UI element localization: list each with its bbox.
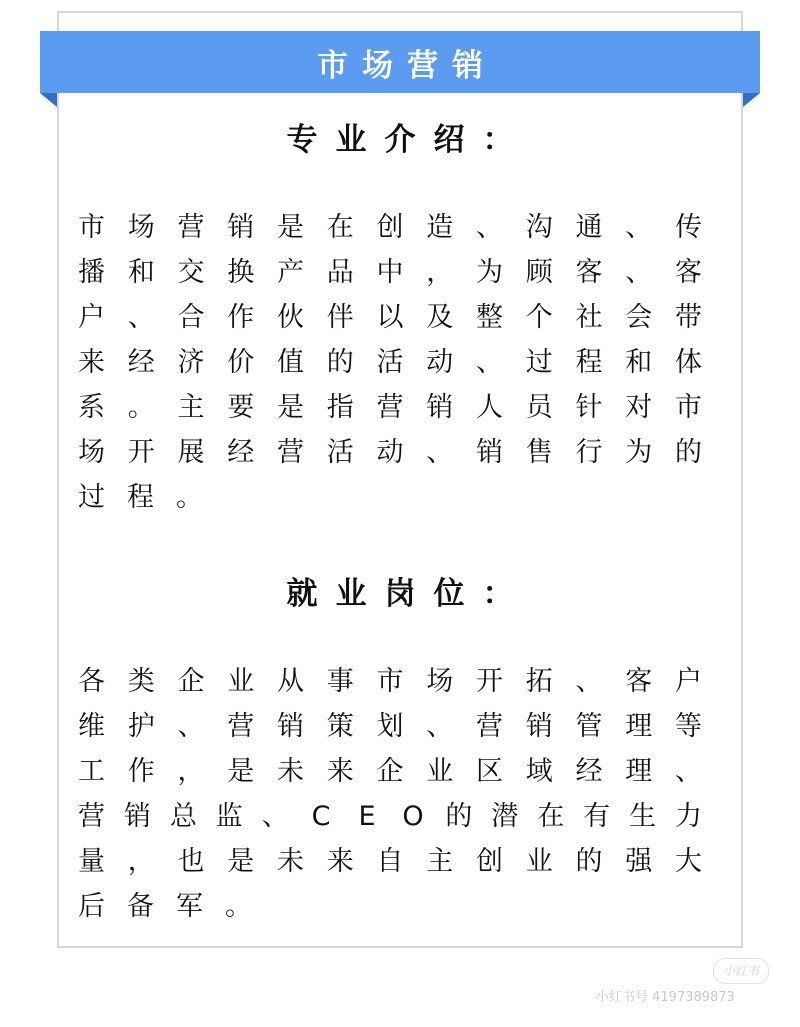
text-char: 、	[675, 756, 702, 787]
text-char: 程	[575, 347, 603, 378]
text-char: 理	[625, 756, 653, 787]
text-char: 来	[78, 347, 105, 378]
text-char: 量	[78, 846, 105, 877]
text-char: 针	[575, 392, 603, 423]
text-char: 客	[625, 666, 653, 697]
text-char: 主	[426, 846, 454, 877]
text-char: 整	[476, 302, 503, 333]
text-char: 生	[629, 801, 657, 832]
text-char: 体	[675, 347, 702, 378]
paragraph-line	[78, 794, 702, 839]
text-char: 中	[376, 257, 404, 288]
text-char: 创	[476, 846, 503, 877]
text-char: 交	[177, 257, 205, 288]
text-char: E	[358, 801, 376, 832]
text-char: 个	[525, 302, 553, 333]
text-char: 动	[376, 437, 404, 468]
text-char: 的	[575, 846, 603, 877]
text-char: 有	[583, 801, 611, 832]
paragraph-line	[78, 205, 702, 250]
text-char: 工	[78, 756, 105, 787]
section-heading-jobs: 就业岗位：	[286, 576, 532, 612]
text-char: 开	[127, 437, 155, 468]
text-char: 企	[376, 756, 404, 787]
text-char: 值	[277, 347, 304, 378]
paragraph-line	[78, 295, 702, 340]
text-char: 系	[78, 392, 105, 423]
text-char: 程	[127, 482, 154, 513]
text-char: 产	[277, 257, 304, 288]
text-char: 管	[575, 711, 603, 742]
paragraph-line	[78, 704, 702, 749]
text-char: 经	[127, 347, 155, 378]
text-char: 过	[78, 482, 105, 513]
paragraph-line	[78, 430, 702, 475]
text-char: 对	[625, 392, 653, 423]
watermark-logo: 小红书	[713, 958, 769, 984]
text-char: 作	[227, 302, 255, 333]
text-char: 价	[227, 347, 255, 378]
text-char: 从	[277, 666, 304, 697]
text-char: O	[402, 801, 424, 832]
text-char: 营	[376, 392, 404, 423]
text-char: 换	[227, 257, 255, 288]
text-char: 要	[227, 392, 255, 423]
text-char: 、	[127, 302, 155, 333]
text-char: 强	[625, 846, 653, 877]
text-char: 理	[625, 711, 653, 742]
paragraph-line	[78, 839, 702, 884]
text-char: 伙	[277, 302, 304, 333]
text-char: 开	[476, 666, 503, 697]
text-char: ，	[177, 756, 205, 787]
jobs-paragraph	[78, 659, 702, 929]
text-char: 营	[227, 711, 255, 742]
paragraph-line	[78, 385, 702, 430]
text-char: 等	[675, 711, 702, 742]
text-char: 护	[127, 711, 155, 742]
text-char: 。	[176, 482, 203, 513]
text-char: 传	[675, 212, 702, 243]
text-char: 过	[525, 347, 553, 378]
text-char: 维	[78, 711, 105, 742]
text-char: 济	[177, 347, 205, 378]
text-char: 未	[277, 846, 304, 877]
text-char: 场	[78, 437, 105, 468]
text-char: 活	[376, 347, 404, 378]
text-char: 场	[426, 666, 454, 697]
text-char: 销	[123, 801, 151, 832]
text-char: 合	[177, 302, 205, 333]
text-char: 会	[625, 302, 653, 333]
text-char: 顾	[525, 257, 553, 288]
text-char: 监	[215, 801, 243, 832]
text-char: 经	[575, 756, 603, 787]
text-char: ，	[426, 257, 454, 288]
text-char: 、	[625, 212, 653, 243]
text-char: 市	[78, 212, 105, 243]
text-char: 市	[675, 392, 702, 423]
text-char: 、	[177, 711, 205, 742]
text-char: 备	[127, 891, 154, 922]
text-char: 拓	[525, 666, 553, 697]
text-char: 客	[575, 257, 603, 288]
text-char: 潜	[491, 801, 519, 832]
text-char: 。	[127, 392, 155, 423]
text-char: 是	[277, 212, 304, 243]
text-char: 来	[326, 846, 354, 877]
text-char: 活	[326, 437, 354, 468]
text-char: 自	[376, 846, 404, 877]
text-char: 户	[78, 302, 105, 333]
text-char: 未	[277, 756, 304, 787]
text-char: 各	[78, 666, 105, 697]
text-char: 指	[326, 392, 354, 423]
text-char: 和	[127, 257, 155, 288]
text-char: 策	[326, 711, 354, 742]
text-char: 社	[575, 302, 603, 333]
text-char: 客	[675, 257, 702, 288]
text-char: 创	[376, 212, 404, 243]
text-char: 。	[225, 891, 252, 922]
paragraph-line	[78, 475, 702, 520]
title-banner	[40, 31, 760, 93]
text-char: 带	[675, 302, 702, 333]
text-char: 业	[525, 846, 553, 877]
text-char: 市	[376, 666, 404, 697]
text-char: 后	[78, 891, 105, 922]
text-char: 及	[426, 302, 454, 333]
text-char: 通	[575, 212, 603, 243]
text-char: 沟	[525, 212, 553, 243]
text-char: 销	[277, 711, 304, 742]
text-char: 、	[426, 437, 454, 468]
paragraph-line	[78, 340, 702, 385]
text-char: 是	[227, 846, 255, 877]
text-char: 、	[476, 212, 503, 243]
text-char: 展	[177, 437, 205, 468]
text-char: 总	[169, 801, 197, 832]
banner-fold-left	[40, 93, 57, 107]
text-char: 品	[326, 257, 354, 288]
text-char: ，	[127, 846, 155, 877]
text-char: 营	[177, 212, 205, 243]
text-char: 为	[625, 437, 653, 468]
text-char: 销	[426, 392, 454, 423]
text-char: 以	[376, 302, 404, 333]
section-heading-intro: 专业介绍：	[286, 122, 532, 158]
text-char: 人	[476, 392, 503, 423]
text-char: C	[311, 801, 331, 832]
text-char: 营	[476, 711, 503, 742]
text-char: 播	[78, 257, 105, 288]
paragraph-line	[78, 749, 702, 794]
text-char: 业	[426, 756, 454, 787]
intro-paragraph	[78, 205, 702, 520]
text-char: 销	[525, 711, 553, 742]
text-char: 、	[625, 257, 653, 288]
paragraph-line	[78, 659, 702, 704]
text-char: 经	[227, 437, 255, 468]
text-char: 销	[227, 212, 255, 243]
text-char: 动	[426, 347, 454, 378]
text-char: 事	[326, 666, 354, 697]
page-title: 市场营销	[317, 47, 497, 84]
text-char: 划	[376, 711, 404, 742]
text-char: 员	[525, 392, 553, 423]
text-char: 的	[326, 347, 354, 378]
text-char: 区	[476, 756, 503, 787]
text-char: 、	[261, 801, 289, 832]
text-char: 为	[476, 257, 503, 288]
text-char: 伴	[326, 302, 354, 333]
text-char: 力	[674, 801, 702, 832]
text-char: 和	[625, 347, 653, 378]
text-char: 造	[426, 212, 454, 243]
paragraph-line	[78, 884, 702, 929]
text-char: 类	[127, 666, 155, 697]
text-char: 、	[476, 347, 503, 378]
banner-fold-right	[743, 93, 760, 107]
text-char: 、	[575, 666, 603, 697]
text-char: 场	[127, 212, 155, 243]
paragraph-line	[78, 250, 702, 295]
text-char: 域	[525, 756, 553, 787]
text-char: 是	[277, 392, 304, 423]
text-char: 销	[476, 437, 503, 468]
text-char: 售	[525, 437, 553, 468]
text-char: 营	[78, 801, 105, 832]
text-char: 的	[445, 801, 473, 832]
text-char: 、	[426, 711, 454, 742]
text-char: 作	[127, 756, 155, 787]
watermark-text: 小红书号 4197389873	[596, 990, 735, 1005]
text-char: 来	[326, 756, 354, 787]
text-char: 户	[675, 666, 702, 697]
text-char: 营	[277, 437, 304, 468]
text-char: 是	[227, 756, 255, 787]
text-char: 企	[177, 666, 205, 697]
text-char: 业	[227, 666, 255, 697]
text-char: 的	[675, 437, 702, 468]
text-char: 在	[326, 212, 354, 243]
text-char: 也	[177, 846, 205, 877]
text-char: 军	[176, 891, 203, 922]
text-char: 在	[537, 801, 565, 832]
text-char: 大	[675, 846, 702, 877]
text-char: 行	[575, 437, 603, 468]
text-char: 主	[177, 392, 205, 423]
